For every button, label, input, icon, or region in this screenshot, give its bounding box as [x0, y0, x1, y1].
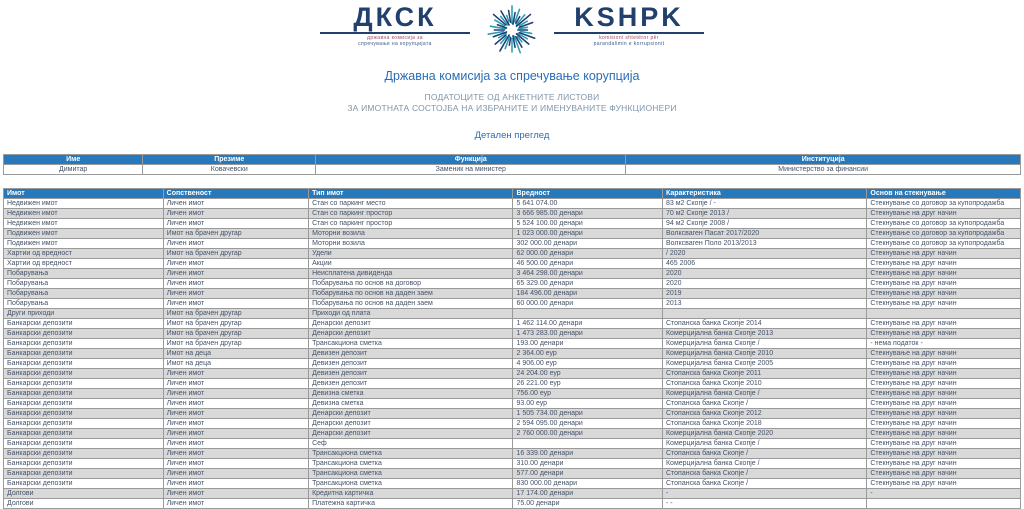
- cell: Девизен депозит: [309, 349, 513, 359]
- cell: Стекнување на друг начин: [867, 289, 1021, 299]
- cell: Удели: [309, 249, 513, 259]
- cell: 1 505 734.00 денари: [513, 409, 662, 419]
- table-row: [4, 489, 1021, 499]
- cell: Побарувања: [4, 269, 164, 279]
- cell: Имот на брачен другар: [163, 309, 308, 319]
- cell: Банкарски депозити: [4, 469, 164, 479]
- cell: Личен имот: [163, 279, 308, 289]
- cell: 5 641 074.00: [513, 199, 662, 209]
- cell: Имот на брачен другар: [163, 319, 308, 329]
- cell: Трансакциона сметка: [309, 339, 513, 349]
- cell: [513, 309, 662, 319]
- cell: Стекнување на друг начин: [867, 389, 1021, 399]
- logo-subtext-sq-line2: parandalimin e korrupsionit: [593, 41, 665, 47]
- person-value-row: [4, 165, 1021, 175]
- person-name: Димитар: [4, 165, 143, 175]
- org-name: Државна комисија за спречување корупција: [384, 69, 640, 83]
- table-row: [4, 199, 1021, 209]
- assets-table-body: [4, 199, 1021, 509]
- cell: Денарски депозит: [309, 319, 513, 329]
- cell: 2 594 095.00 денари: [513, 419, 662, 429]
- table-row: [4, 209, 1021, 219]
- cell: Подвижен имот: [4, 229, 164, 239]
- cell: 1 473 283.00 денари: [513, 329, 662, 339]
- person-header-function: Функција: [316, 155, 626, 165]
- cell: 2013: [662, 299, 866, 309]
- cell: Банкарски депозити: [4, 429, 164, 439]
- table-row: [4, 299, 1021, 309]
- cell: 2 760 000.00 денари: [513, 429, 662, 439]
- logo-subtext-mk-line2: спречување на корупцијата: [358, 41, 432, 47]
- cell: Хартии од вредност: [4, 259, 164, 269]
- person-info-table: [3, 154, 1021, 175]
- view-title: Детален преглед: [474, 130, 550, 141]
- cell: 65 329.00 денари: [513, 279, 662, 289]
- table-row: [4, 419, 1021, 429]
- cell: 577.00 денари: [513, 469, 662, 479]
- cell: 75.00 денари: [513, 499, 662, 509]
- cell: Комерцијална банка Скопје /: [662, 339, 866, 349]
- cell: Банкарски депозити: [4, 439, 164, 449]
- cell: - -: [662, 499, 866, 509]
- cell: Побарувања: [4, 299, 164, 309]
- table-row: [4, 369, 1021, 379]
- cell: Имот на брачен другар: [163, 339, 308, 349]
- cell: Стекнување на друг начин: [867, 209, 1021, 219]
- cell: Трансакциона сметка: [309, 449, 513, 459]
- cell: Комерцијална банка Скопје /: [662, 459, 866, 469]
- cell: Недвижен имот: [4, 209, 164, 219]
- cell: 2019: [662, 289, 866, 299]
- cell: Личен имот: [163, 499, 308, 509]
- table-row: [4, 409, 1021, 419]
- cell: Личен имот: [163, 449, 308, 459]
- cell: 830 000.00 денари: [513, 479, 662, 489]
- cell: Стопанска банка Скопје /: [662, 399, 866, 409]
- table-row: [4, 309, 1021, 319]
- cell: Стан со паркинг простор: [309, 209, 513, 219]
- cell: Стекнување на друг начин: [867, 399, 1021, 409]
- assets-header-value: Вредност: [513, 189, 662, 199]
- cell: Стекнување на друг начин: [867, 279, 1021, 289]
- table-row: [4, 349, 1021, 359]
- cell: 2020: [662, 279, 866, 289]
- cell: 94 м2 Скопје 2008 /: [662, 219, 866, 229]
- cell: Личен имот: [163, 209, 308, 219]
- cell: Сеф: [309, 439, 513, 449]
- logo-wordmark-sq: [554, 3, 704, 47]
- cell: Неисплатена дивиденда: [309, 269, 513, 279]
- cell: 184 496.00 денари: [513, 289, 662, 299]
- cell: Трансакциона сметка: [309, 459, 513, 469]
- cell: Личен имот: [163, 239, 308, 249]
- cell: 3 666 985.00 денари: [513, 209, 662, 219]
- cell: Личен имот: [163, 389, 308, 399]
- cell: Платежна картичка: [309, 499, 513, 509]
- cell: Стекнување на друг начин: [867, 319, 1021, 329]
- table-row: [4, 429, 1021, 439]
- cell: Стекнување на друг начин: [867, 369, 1021, 379]
- cell: [867, 499, 1021, 509]
- assets-header-basis: Основ на стекнување: [867, 189, 1021, 199]
- cell: 2020: [662, 269, 866, 279]
- cell: Личен имот: [163, 399, 308, 409]
- cell: Девизна сметка: [309, 399, 513, 409]
- table-row: [4, 319, 1021, 329]
- person-header-row: [4, 155, 1021, 165]
- cell: 302 000.00 денари: [513, 239, 662, 249]
- cell: Личен имот: [163, 489, 308, 499]
- cell: 193.00 денари: [513, 339, 662, 349]
- dksk-logo: [0, 3, 1024, 59]
- cell: Личен имот: [163, 439, 308, 449]
- cell: Недвижен имот: [4, 199, 164, 209]
- table-row: [4, 469, 1021, 479]
- cell: 60 000.00 денари: [513, 299, 662, 309]
- cell: Подвижен имот: [4, 239, 164, 249]
- cell: Личен имот: [163, 199, 308, 209]
- cell: Моторни возила: [309, 239, 513, 249]
- cell: Хартии од вредност: [4, 249, 164, 259]
- page-header: [0, 0, 1024, 141]
- cell: Личен имот: [163, 219, 308, 229]
- person-surname: Ковачевски: [143, 165, 316, 175]
- cell: 83 м2 Скопје / -: [662, 199, 866, 209]
- cell: Стопанска банка Скопје /: [662, 449, 866, 459]
- cell: Стопанска банка Скопје /: [662, 479, 866, 489]
- cell: Волксваген Поло 2013/2013: [662, 239, 866, 249]
- cell: Личен имот: [163, 259, 308, 269]
- table-row: [4, 399, 1021, 409]
- table-row: [4, 269, 1021, 279]
- cell: Стопанска банка Скопје 2018: [662, 419, 866, 429]
- cell: Стекнување на друг начин: [867, 419, 1021, 429]
- cell: Моторни возила: [309, 229, 513, 239]
- cell: Денарски депозит: [309, 329, 513, 339]
- cell: Трансакциона сметка: [309, 469, 513, 479]
- table-row: [4, 479, 1021, 489]
- cell: Стекнување на друг начин: [867, 459, 1021, 469]
- cell: Стопанска банка Скопје 2010: [662, 379, 866, 389]
- cell: Акции: [309, 259, 513, 269]
- table-row: [4, 259, 1021, 269]
- subtitle-line1: ПОДАТОЦИТЕ ОД АНКЕТНИТЕ ЛИСТОВИ: [424, 92, 600, 102]
- cell: Личен имот: [163, 469, 308, 479]
- cell: 16 339.00 денари: [513, 449, 662, 459]
- cell: Стопанска банка Скопје 2012: [662, 409, 866, 419]
- cell: Приходи од плата: [309, 309, 513, 319]
- assets-table: [3, 188, 1021, 509]
- logo-acronym-mk: ДКСК: [353, 2, 437, 32]
- cell: Стекнување на друг начин: [867, 379, 1021, 389]
- cell: 5 524 100.00 денари: [513, 219, 662, 229]
- cell: 310.00 денари: [513, 459, 662, 469]
- table-row: [4, 229, 1021, 239]
- assets-header-type: Тип имот: [309, 189, 513, 199]
- cell: Трансакциона сметка: [309, 479, 513, 489]
- table-row: [4, 239, 1021, 249]
- logo-subtext-sq-line1: komisioni shtetëror për: [599, 35, 659, 41]
- cell: Стекнување на друг начин: [867, 299, 1021, 309]
- logo-subtext-mk-line1: државна комисија за: [367, 35, 423, 41]
- cell: Комерцијална банка Скопје 2020: [662, 429, 866, 439]
- cell: Денарски депозит: [309, 429, 513, 439]
- assets-header-characteristic: Карактеристика: [662, 189, 866, 199]
- cell: Банкарски депозити: [4, 339, 164, 349]
- cell: Имот на брачен другар: [163, 229, 308, 239]
- cell: Стопанска банка Скопје /: [662, 469, 866, 479]
- cell: Денарски депозит: [309, 409, 513, 419]
- cell: Личен имот: [163, 269, 308, 279]
- cell: 1 023 000.00 денари: [513, 229, 662, 239]
- person-institution: Министерство за финансии: [626, 165, 1021, 175]
- cell: Банкарски депозити: [4, 329, 164, 339]
- table-row: [4, 249, 1021, 259]
- starburst-rays-icon: [480, 1, 544, 59]
- assets-header-ownership: Сопственост: [163, 189, 308, 199]
- person-header-name: Име: [4, 155, 143, 165]
- cell: Личен имот: [163, 299, 308, 309]
- cell: Банкарски депозити: [4, 359, 164, 369]
- cell: Банкарски депозити: [4, 389, 164, 399]
- table-row: [4, 389, 1021, 399]
- cell: Стекнување на друг начин: [867, 259, 1021, 269]
- table-row: [4, 449, 1021, 459]
- cell: [867, 309, 1021, 319]
- cell: / 2020: [662, 249, 866, 259]
- cell: Стекнување на друг начин: [867, 349, 1021, 359]
- cell: Стекнување на друг начин: [867, 469, 1021, 479]
- cell: 93.00 еур: [513, 399, 662, 409]
- cell: Стекнување на друг начин: [867, 329, 1021, 339]
- cell: Девизен депозит: [309, 379, 513, 389]
- cell: Побарувања по основ на договор: [309, 279, 513, 289]
- cell: Личен имот: [163, 369, 308, 379]
- table-row: [4, 339, 1021, 349]
- cell: 70 м2 Скопје 2013 /: [662, 209, 866, 219]
- cell: Стопанска банка Скопје 2014: [662, 319, 866, 329]
- cell: - нема податок -: [867, 339, 1021, 349]
- cell: 2 364.00 еур: [513, 349, 662, 359]
- cell: Побарувања: [4, 279, 164, 289]
- cell: Банкарски депозити: [4, 319, 164, 329]
- cell: Комерцијална банка Скопје 2010: [662, 349, 866, 359]
- person-header-surname: Презиме: [143, 155, 316, 165]
- cell: Имот на брачен другар: [163, 249, 308, 259]
- cell: Личен имот: [163, 409, 308, 419]
- cell: 26 221.00 еур: [513, 379, 662, 389]
- table-row: [4, 459, 1021, 469]
- cell: Банкарски депозити: [4, 479, 164, 489]
- cell: Личен имот: [163, 289, 308, 299]
- cell: Побарувања по основ на даден заем: [309, 299, 513, 309]
- cell: Кредитна картичка: [309, 489, 513, 499]
- cell: Стекнување на друг начин: [867, 429, 1021, 439]
- cell: Побарувања по основ на даден заем: [309, 289, 513, 299]
- table-row: [4, 289, 1021, 299]
- cell: 756.00 еур: [513, 389, 662, 399]
- cell: Девизен депозит: [309, 369, 513, 379]
- cell: Денарски депозит: [309, 419, 513, 429]
- table-row: [4, 329, 1021, 339]
- cell: Личен имот: [163, 479, 308, 489]
- cell: 46 500.00 денари: [513, 259, 662, 269]
- cell: Стан со паркинг простор: [309, 219, 513, 229]
- table-row: [4, 219, 1021, 229]
- cell: Стекнување на друг начин: [867, 269, 1021, 279]
- cell: Банкарски депозити: [4, 419, 164, 429]
- cell: Комерцијална банка Скопје 2005: [662, 359, 866, 369]
- cell: Стекнување со договор за купопродажба: [867, 199, 1021, 209]
- table-row: [4, 359, 1021, 369]
- cell: -: [662, 489, 866, 499]
- cell: [513, 439, 662, 449]
- cell: Личен имот: [163, 429, 308, 439]
- cell: Стекнување на друг начин: [867, 409, 1021, 419]
- cell: Банкарски депозити: [4, 399, 164, 409]
- cell: Недвижен имот: [4, 219, 164, 229]
- logo-underline-mk: [320, 32, 470, 34]
- cell: Банкарски депозити: [4, 449, 164, 459]
- cell: Волксваген Пасат 2017/2020: [662, 229, 866, 239]
- cell: Стекнување со договор за купопродажба: [867, 219, 1021, 229]
- cell: Стопанска банка Скопје 2011: [662, 369, 866, 379]
- cell: 24 204.00 еур: [513, 369, 662, 379]
- cell: Стекнување со договор за купопродажба: [867, 239, 1021, 249]
- person-header-institution: Институција: [626, 155, 1021, 165]
- cell: Други приходи: [4, 309, 164, 319]
- cell: Имот на брачен другар: [163, 329, 308, 339]
- cell: Комерцијална банка Скопје /: [662, 389, 866, 399]
- cell: Стекнување на друг начин: [867, 439, 1021, 449]
- cell: Банкарски депозити: [4, 409, 164, 419]
- cell: 465 2006: [662, 259, 866, 269]
- page-subtitle: [0, 92, 1024, 113]
- assets-header-row: [4, 189, 1021, 199]
- cell: [662, 309, 866, 319]
- cell: 4 906.00 еур: [513, 359, 662, 369]
- cell: Стекнување на друг начин: [867, 359, 1021, 369]
- subtitle-line2: ЗА ИМОТНАТА СОСТОЈБА НА ИЗБРАНИТЕ И ИМЕНУВАНИТЕ ФУНКЦИОНЕРИ: [347, 102, 677, 113]
- cell: Личен имот: [163, 419, 308, 429]
- cell: Стан со паркинг место: [309, 199, 513, 209]
- cell: -: [867, 489, 1021, 499]
- logo-underline-sq: [554, 32, 704, 34]
- logo-wordmark-mk: [320, 3, 470, 47]
- cell: Стекнување на друг начин: [867, 449, 1021, 459]
- cell: Комерцијална банка Скопје /: [662, 439, 866, 449]
- cell: Девизен депозит: [309, 359, 513, 369]
- cell: 17 174.00 денари: [513, 489, 662, 499]
- table-row: [4, 439, 1021, 449]
- cell: Долгови: [4, 489, 164, 499]
- cell: Имот на деца: [163, 359, 308, 369]
- cell: Банкарски депозити: [4, 369, 164, 379]
- person-function: Заменик на министер: [316, 165, 626, 175]
- table-row: [4, 379, 1021, 389]
- cell: Долгови: [4, 499, 164, 509]
- cell: Комерцијална банка Скопје 2013: [662, 329, 866, 339]
- assets-header-property: Имот: [4, 189, 164, 199]
- cell: Банкарски депозити: [4, 349, 164, 359]
- cell: Стекнување со договор за купопродажба: [867, 229, 1021, 239]
- cell: Банкарски депозити: [4, 459, 164, 469]
- cell: 1 462 114.00 денари: [513, 319, 662, 329]
- cell: Побарувања: [4, 289, 164, 299]
- cell: Девизна сметка: [309, 389, 513, 399]
- table-row: [4, 279, 1021, 289]
- cell: Стекнување на друг начин: [867, 479, 1021, 489]
- cell: Личен имот: [163, 459, 308, 469]
- cell: Банкарски депозити: [4, 379, 164, 389]
- cell: 3 464 298.00 денари: [513, 269, 662, 279]
- cell: Имот на деца: [163, 349, 308, 359]
- cell: Личен имот: [163, 379, 308, 389]
- cell: Стекнување на друг начин: [867, 249, 1021, 259]
- logo-acronym-sq: KSHPK: [574, 2, 684, 32]
- cell: 62 000.00 денари: [513, 249, 662, 259]
- table-row: [4, 499, 1021, 509]
